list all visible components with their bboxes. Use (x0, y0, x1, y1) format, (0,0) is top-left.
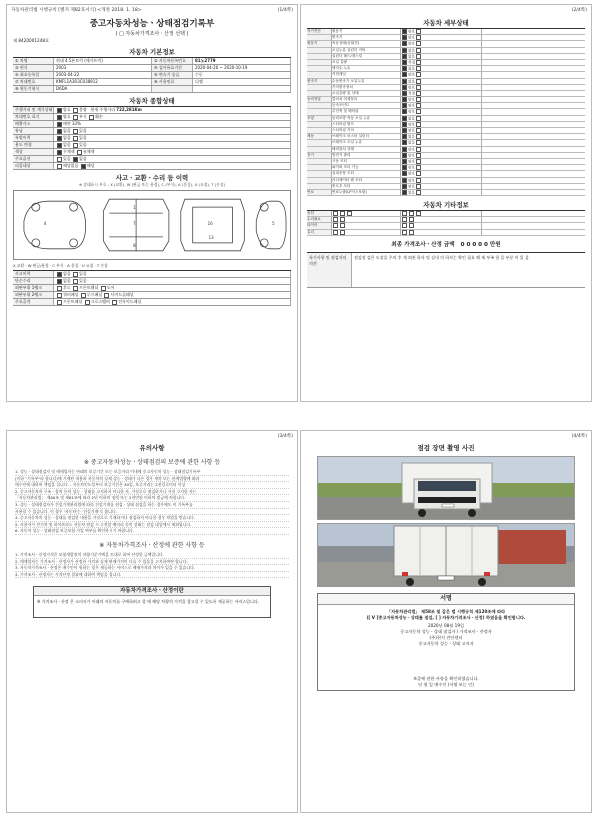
car-outline-diagram (14, 191, 290, 259)
table-row: 외판부위 2랭크 쿼터패널 루프패널 사이드실패널 (13, 292, 291, 299)
table-row: 시동 모터 양호 (307, 159, 585, 165)
table-row: 주행거리 및 계기상태 양호 불량 현재 주행거리 722,281Km (13, 107, 291, 114)
notice-title: 유의사항 (139, 444, 165, 452)
form-reference: 자동차관리법 시행규칙 [별지 제82호서식] <개정 2018. 1. 18> (11, 8, 142, 13)
photo-section-title: 점검 장면 촬영 사진 (417, 444, 475, 452)
table-row: ⑨ 원동기형식 D6DA (13, 86, 291, 93)
truck-rear-image (318, 524, 574, 586)
table-row: 오일유량 및 상태 적정 (307, 91, 585, 97)
accident-table (13, 270, 291, 306)
table-row: 제동 브레이크 마스터 실린더 없음 (307, 134, 585, 140)
symbol-legend: X 교환 · W 판금/용접 · C 부식 · A 흠집 · U 요철 · T 손상 (13, 263, 108, 269)
table-row: 등속조인트 양호 (307, 103, 585, 109)
overall-status-table (13, 106, 291, 170)
final-price-value: 0 0 0 0 0 만원 (460, 241, 501, 248)
table-row: 변속기 수동변속기 오일누유 없음 (307, 79, 585, 85)
table-row: 차대번호 표기 양호 부식 훼손 (13, 114, 291, 121)
document-subtitle: ( □ 자동차가격조사ㆍ산정 선택 ) (115, 31, 189, 37)
table-row: 브레이크 오일 누유 없음 (307, 140, 585, 146)
table-row: 와이퍼 모터 기능 양호 (307, 165, 585, 171)
mileage-value: 722,281Km (116, 107, 142, 112)
table-row: 실내송풍 모터 양호 (307, 171, 585, 177)
accident-history-heading: 사고ㆍ교환ㆍ수리 등 이력 (115, 174, 189, 182)
other-info-heading: 자동차 기타정보 (423, 201, 469, 210)
truck-front-photo (317, 456, 575, 520)
table-row: 오일누유 실린더 커버 없음 (307, 48, 585, 54)
price-assessment-heading: ※ 자동차가격조사ㆍ산정에 관한 사항 등 (99, 541, 205, 549)
accident-symbol-note: ※ 상태표시 부호 : X (교환), W (판금 또는 용접), C (부식), A (흠집), U (요철), T (손상) (78, 182, 226, 187)
svg-text:13: 13 (208, 235, 214, 241)
basic-info-table (13, 57, 291, 93)
table-row: 변속기 양호 (307, 35, 585, 41)
table-row: ⑤ 최초등록일 2003-04-22 ⑥ 변속기 종류 수동 (13, 72, 291, 79)
table-row: 자기진단 원동기 양호 (307, 29, 585, 35)
table-row: 리콜대상 해당없음 해당 (13, 163, 291, 170)
table-row: 전기 발전기 출력 양호 (307, 153, 585, 159)
table-row: 외판부위 1랭크 후드 프론트휀더 도어 (13, 285, 291, 292)
page-number: (2/4쪽) (571, 8, 587, 13)
signature-heading: 서명 (318, 594, 574, 605)
table-row: 추진축 및 베어링 양호 (307, 109, 585, 115)
table-row: 윈도우 모터 양호 (307, 184, 585, 190)
table-row: 배출가스 매연 33% (13, 121, 291, 128)
signature-section: 서명 「자동차관리법」 제58조 및 같은 법 시행규칙 제120조에 따라 ([ V ]중고자동차성능ㆍ상태를 점검, [ ] 자동차가격조사ㆍ산정) 하였음을 확인합니다. 2020년 08월 19일 중고자동차 성능ㆍ상태 점검자 / 가격조사ㆍ산정자 (주)천지 진단센터 중고자동차 성능ㆍ상태 고지자 보증에 관한 사항을 확인하였습니다. 년 월 일 매수인 (서명 또는 인) (317, 593, 575, 691)
signature-date: 2020년 08월 19일 (427, 623, 465, 628)
overall-status-heading: 자동차 종합상태 (129, 97, 175, 105)
table-row: 조향 동력조향 작동 오일 누유 없음 (307, 116, 585, 122)
table-row: 주요골격 프론트패널 크로스멤버 인사이드패널 (13, 299, 291, 306)
detail-status-heading: 자동차 세부상태 (423, 19, 469, 27)
price-paragraphs: 1. 가격조사ㆍ산정가격은 보험개발원의 차량기준가액을 토대로 하여 산정한 금액입니다. 2. 매매업자는 가격조사ㆍ산정자가 산정한 가격과 실제 판매가격이 다를 수 있음을 고지하여야 합니다. 3. 자동차가격조사ㆍ산정은 매수인이 원하는 경우 제공하는 서비스로 매매가격과 차이가 있을 수 있습니다. 4. 가격조사ㆍ산정자는 가격산정 결과에 대하여 책임을 집니다. (15, 552, 289, 578)
inspection-center: (주)천지 진단센터 (429, 635, 463, 640)
svg-text:16: 16 (207, 221, 213, 227)
table-row: 실린더 헤드/개스킷 없음 (307, 54, 585, 60)
table-row: 사고이력 없음 있음 (13, 271, 291, 278)
svg-text:5: 5 (272, 221, 275, 227)
table-row: 주요옵션 있음 없음 (13, 156, 291, 163)
page-3 (6, 430, 298, 813)
table-row: 연료 연료누출(LP가스포함) 없음 (307, 190, 585, 196)
table-row: 용도 변경 없음 있음 (13, 142, 291, 149)
table-row: 동력전달 클러치 어셈블리 양호 (307, 97, 585, 103)
svg-text:8: 8 (133, 243, 136, 249)
table-row: ③ 연식 2003 ④ 검사유효기간 2020-04-20 ~ 2020-10-19 (13, 65, 291, 72)
inspector-opinion-text: 점검장 검은 도장을 주의 후 재 외관 하자 및 실내 의 하자는 확인 필요 해 제 부족 함 을 부분 이 있 음 (354, 254, 529, 260)
other-info-table: 옵션 수리필요 타이어 유리 (307, 210, 585, 236)
table-row: 냉각수 누수 없음 (307, 66, 585, 72)
page-1 (6, 4, 298, 402)
page-4 (300, 430, 592, 813)
table-row: 라디에이터 팬 모터 양호 (307, 178, 585, 184)
table-row: 튜닝 없음 있음 (13, 128, 291, 135)
basic-info-heading: 자동차 기본정보 (129, 48, 175, 56)
table-row: 색상 무채색 유채색 (13, 149, 291, 156)
vehicle-diagram (13, 190, 291, 260)
page-2 (300, 4, 592, 402)
truck-front-image (318, 457, 574, 519)
table-row: 오일 유량 적정 (307, 60, 585, 66)
registration-number: 81노2779 (193, 58, 291, 64)
svg-text:1: 1 (133, 205, 136, 211)
document-number: 제 8420001248호 (13, 38, 50, 43)
document-title: 중고자동차성능ㆍ상태점검기록부 (89, 19, 215, 29)
svg-text:7: 7 (133, 221, 136, 227)
table-row: ⑦ 차대번호 KMFL1A3R3C038912 ⑧ 사용연료 디젤 (13, 79, 291, 86)
table-row: 기어변속장치 양호 (307, 85, 585, 91)
table-row: 스티어링 기어 양호 (307, 128, 585, 134)
warranty-heading: ※ 중고자동차성능ㆍ상태점검의 보증에 관한 사항 등 (83, 459, 221, 466)
svg-text:4: 4 (43, 221, 47, 227)
page-number: (1/4쪽) (277, 8, 293, 13)
table-row: 커먼레일 양호 (307, 72, 585, 78)
table-row: ① 차명 현대 4.5톤트럭 (메가트럭) ② 자동차등록번호 81노2779 (13, 58, 291, 65)
table-row: 스티어링 펌프 양호 (307, 122, 585, 128)
final-price-label: 최종 가격조사ㆍ산정 금액 (391, 241, 455, 248)
table-row: 단순수리 없음 있음 (13, 278, 291, 285)
table-row: 배력장치 상태 양호 (307, 147, 585, 153)
warranty-paragraphs: 1. 성능ㆍ상태점검자 및 매매업자는 아래의 보증기간 또는 보증거리 이내에 중고자동차 성능ㆍ상태점검기록부 (이하 "기록부"라 합니다)에 기재된 내용과 자동차의 실제 성능ㆍ상태가 다른 경우 계약 또는 관계법령에 따라 매수인에 대하여 책임을 집니다. - 자동차인도일부터 보증기간은 30일, 보증거리는 2천킬로미터 이상 2. 중고자동차의 구조ㆍ장치 등의 성능ㆍ상태를 고지하지 아니한 자, 거짓으로 점검하거나 거짓 고지한 자는 「자동차관리법」 제80조 및 제81조에 따라 2년 이하의 징역 또는 2천만원 이하의 벌금에 처합니다. 3. 성능ㆍ상태점검자가 건설기계관리법에 따라 건설기계를 점검ㆍ상태 점검을 하는 경우에도 이 기록부를 사용할 수 있습니다. 이 경우 '자동차'는 '건설기계'로 봅니다. 4. 중고자동차의 성능ㆍ상태를 점검한 내용을 거짓으로 기재하거나 점검하지 아니한 경우 처벌을 받습니다. 5. 사용자가 전기차 및 하이브리드 자동차 점검 시 고전압 배터리 등의 상태는 점검 대상에서 제외됩니다. 6. 자동차 성능ㆍ상태점검 보증보험 가입 여부를 확인하시기 바랍니다. (15, 469, 289, 535)
table-row: 특별이력 없음 있음 (13, 135, 291, 142)
truck-rear-photo (317, 523, 575, 587)
page-number: (3/4쪽) (277, 434, 293, 439)
price-assessment-box: 자동차가격조사ㆍ산정이란 ※ 가격조사ㆍ산정 은 소비자가 아래의 자동차를 구매하려고 할 때 해당 차량의 가격을 참고할 수 있도록 제공하는 서비스입니다. (33, 586, 271, 618)
detail-status-table (307, 28, 585, 196)
inspector-opinion: 특기사항 및 점검자의 의견 점검장 검은 도장을 주의 후 재 외관 하자 및 실내 의 하자는 확인 필요 해 제 부족 함 을 부분 이 있 음 (307, 252, 585, 288)
page-number: (4/4쪽) (571, 434, 587, 439)
table-row: 원동기 작동상태(공회전) 양호 (307, 41, 585, 47)
